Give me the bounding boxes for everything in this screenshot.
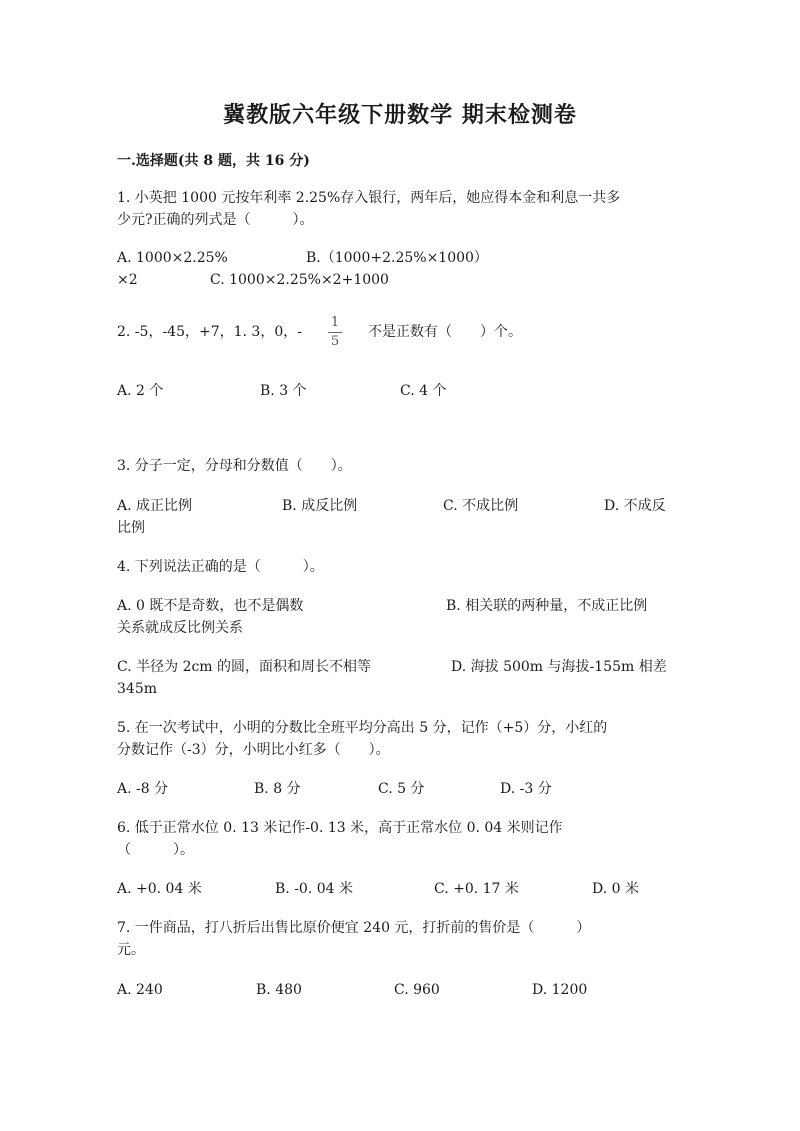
q1-option-a: A. 1000×2.25% (117, 250, 228, 266)
q4-option-c: C. 半径为 2cm 的圆，面积和周长不相等 (117, 659, 372, 675)
q5-option-d: D. -3 分 (500, 781, 552, 797)
q5-stem-line2: 分数记作（-3）分，小明比小红多（ ）。 (117, 742, 390, 758)
q2-fraction-numerator: 1 (330, 315, 340, 330)
q2-stem-part1: 2. -5，-45，+7，1. 3，0，- (117, 324, 302, 340)
q2-option-a: A. 2 个 (117, 383, 164, 399)
q3-option-a: A. 成正比例 (117, 498, 193, 514)
q6-stem-line2: （ ）。 (117, 842, 194, 858)
q1-option-b-continued: ×2 (117, 272, 138, 288)
q5-option-c: C. 5 分 (378, 781, 425, 797)
q2-stem-part2: 不是正数有（ ）个。 (368, 324, 522, 340)
q5-option-a: A. -8 分 (117, 781, 169, 797)
q1-stem-line1: 1. 小英把 1000 元按年利率 2.25%存入银行，两年后，她应得本金和利息一共多 (117, 190, 621, 206)
q2-fraction-denominator: 5 (330, 334, 340, 349)
q7-option-c: C. 960 (394, 982, 440, 998)
q7-option-a: A. 240 (117, 982, 163, 998)
q6-option-c: C. +0. 17 米 (434, 881, 519, 897)
q3-option-b: B. 成反比例 (282, 498, 358, 514)
q5-option-b: B. 8 分 (254, 781, 301, 797)
q4-option-d: D. 海拔 500m 与海拔-155m 相差 (451, 659, 667, 675)
q4-option-a: A. 0 既不是奇数，也不是偶数 (117, 598, 304, 614)
q4-option-d-continued: 345m (117, 681, 157, 697)
q2-option-b: B. 3 个 (260, 383, 307, 399)
q3-option-c: C. 不成比例 (443, 498, 519, 514)
q1-option-b: B.（1000+2.25%×1000） (306, 250, 488, 266)
q3-option-d-continued: 比例 (117, 520, 145, 536)
q6-option-b: B. -0. 04 米 (275, 881, 353, 897)
section-heading: 一.选择题(共 8 题，共 16 分) (117, 153, 310, 169)
q3-stem: 3. 分子一定，分母和分数值（ ）。 (117, 458, 352, 474)
q7-option-b: B. 480 (256, 982, 302, 998)
q6-option-a: A. +0. 04 米 (117, 881, 202, 897)
q1-option-c: C. 1000×2.25%×2+1000 (210, 272, 389, 288)
q6-stem-line1: 6. 低于正常水位 0. 13 米记作-0. 13 米，高于正常水位 0. 04 米则记作 (117, 820, 563, 836)
q7-option-d: D. 1200 (532, 982, 588, 998)
q2-fraction (328, 316, 342, 349)
q5-stem-line1: 5. 在一次考试中，小明的分数比全班平均分高出 5 分，记作（+5）分，小红的 (117, 720, 608, 736)
page-title: 冀教版六年级下册数学 期末检测卷 (223, 103, 577, 128)
q4-option-b-continued: 关系就成反比例关系 (117, 620, 243, 636)
q2-option-c: C. 4 个 (400, 383, 447, 399)
q7-stem-line2: 元。 (117, 942, 145, 958)
q3-option-d: D. 不成反 (604, 498, 666, 514)
q6-option-d: D. 0 米 (592, 881, 639, 897)
q4-stem: 4. 下列说法正确的是（ ）。 (117, 559, 324, 575)
q1-stem-line2: 少元?正确的列式是（ ）。 (117, 212, 314, 228)
q2-fraction-bar (328, 332, 342, 333)
q4-option-b: B. 相关联的两种量，不成正比例 (446, 598, 648, 614)
q7-stem-line1: 7. 一件商品，打八折后出售比原价便宜 240 元，打折前的售价是（ ） (117, 920, 591, 936)
